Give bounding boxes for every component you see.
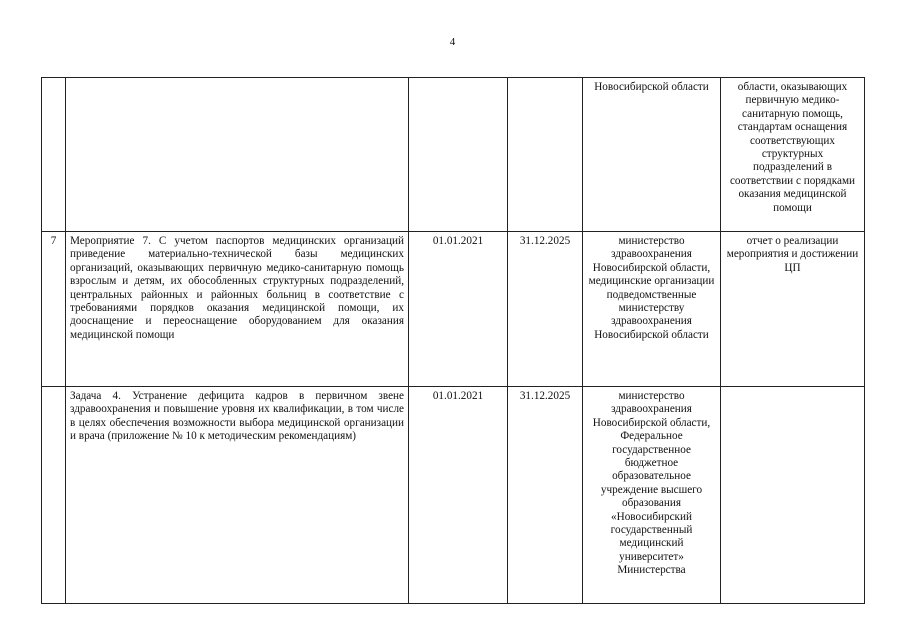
row-number-cell: 7	[42, 232, 66, 387]
page-number: 4	[449, 36, 456, 48]
start-date-cell: 01.01.2021	[409, 232, 508, 387]
executor-cell: министерство здравоохранения Новосибирской области, Федеральное государственное бюджетное образовательное учреждение высшего образования «Новосибирский государственный медицинский университет» Министерства	[583, 387, 721, 604]
table-row	[42, 387, 865, 604]
activities-table	[41, 77, 865, 604]
start-date-cell	[409, 78, 508, 232]
executor-cell: министерство здравоохранения Новосибирской области, медицинские организации подведомственные министерству здравоохранения Новосибирской области	[583, 232, 721, 387]
table-row	[42, 78, 865, 232]
description-cell: Задача 4. Устранение дефицита кадров в первичном звене здравоохранения и повышение уровня их квалификации, в том числе в целях обеспечения возможности выбора медицинской организации и врача (приложение № 10 к методическим рекомендациям)	[66, 387, 409, 604]
result-cell	[721, 387, 865, 604]
row-number-cell	[42, 78, 66, 232]
description-cell	[66, 78, 409, 232]
result-cell: отчет о реализации мероприятия и достижении ЦП	[721, 232, 865, 387]
end-date-cell: 31.12.2025	[508, 232, 583, 387]
start-date-cell: 01.01.2021	[409, 387, 508, 604]
table-row	[42, 232, 865, 387]
result-cell: области, оказывающих первичную медико-санитарную помощь, стандартам оснащения соответствующих структурных подразделений в соответствии с порядками оказания медицинской помощи	[721, 78, 865, 232]
end-date-cell	[508, 78, 583, 232]
description-cell: Мероприятие 7. С учетом паспортов медицинских организаций приведение материально-технической базы медицинских организаций, оказывающих первичную медико-санитарную помощь взрослым и детям, их обособленных структурных подразделений, центральных районных и районных больниц в соответствие с требованиями порядков оказания медицинской помощи, их дооснащение и переоснащение оборудованием для оказания медицинской помощи	[66, 232, 409, 387]
executor-cell: Новосибирской области	[583, 78, 721, 232]
end-date-cell: 31.12.2025	[508, 387, 583, 604]
row-number-cell	[42, 387, 66, 604]
